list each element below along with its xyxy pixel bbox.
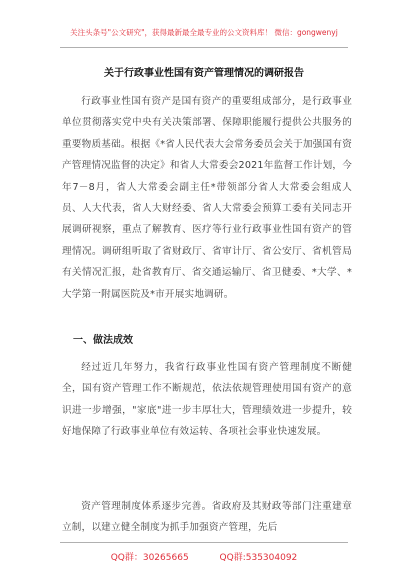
section-heading: 一、做法成效	[73, 335, 133, 346]
qq-group-1: QQ群：30265665	[110, 553, 189, 563]
promo-header	[0, 0, 408, 50]
promo-header-text: 关注头条号"公文研究"，获得最新最全最专业的公文资料库！ 微信：gongwenyj	[70, 28, 338, 37]
header-divider	[60, 47, 348, 48]
qq-group-2: QQ群:535304092	[219, 553, 298, 563]
paragraph-asset-system: 资产管理制度体系逐步完善。省政府及其财政等部门注重建章立制，以建立健全制度为抓手加强资产管理，先后	[62, 501, 352, 534]
footer-qq-groups	[0, 550, 408, 563]
document-title: 关于行政事业性国有资产管理情况的调研报告	[104, 68, 304, 79]
promo-footer	[0, 540, 408, 580]
paragraph-achievements: 经过近几年努力，我省行政事业性国有资产管理制度不断健全，国有资产管理工作不断规范，依法依规管理使用国有资产的意识进一步增强，"家底"进一步丰厚壮大，管理绩效进一步提升，较好地保障了行政事业单位有效运转、各项社会事业快速发展。	[62, 362, 352, 438]
paragraph-intro: 行政事业性国有资产是国有资产的重要组成部分，是行政事业单位贯彻落实党中央有关决策部署、保障职能履行提供公共服务的重要物质基础。根据《*省人民代表大会常务委员会关于加强国有资产管理情况监督的决定》和省人大常委会2021年监督工作计划，今年7－8月，省人大常委会副主任*带领部分省人大常委会组成人员、人大代表，省人大财经委、省人大常委会预算工委有关同志开展调研视察，重点了解教育、医疗等行业行政事业性国有资产的管理情况。调研组听取了省财政厅、省审计厅、省公安厅、省机管局有关情况汇报，赴省教育厅、省交通运输厅、省卫健委、*大学、*大学第一附属医院及*市开展实地调研。	[62, 96, 352, 300]
